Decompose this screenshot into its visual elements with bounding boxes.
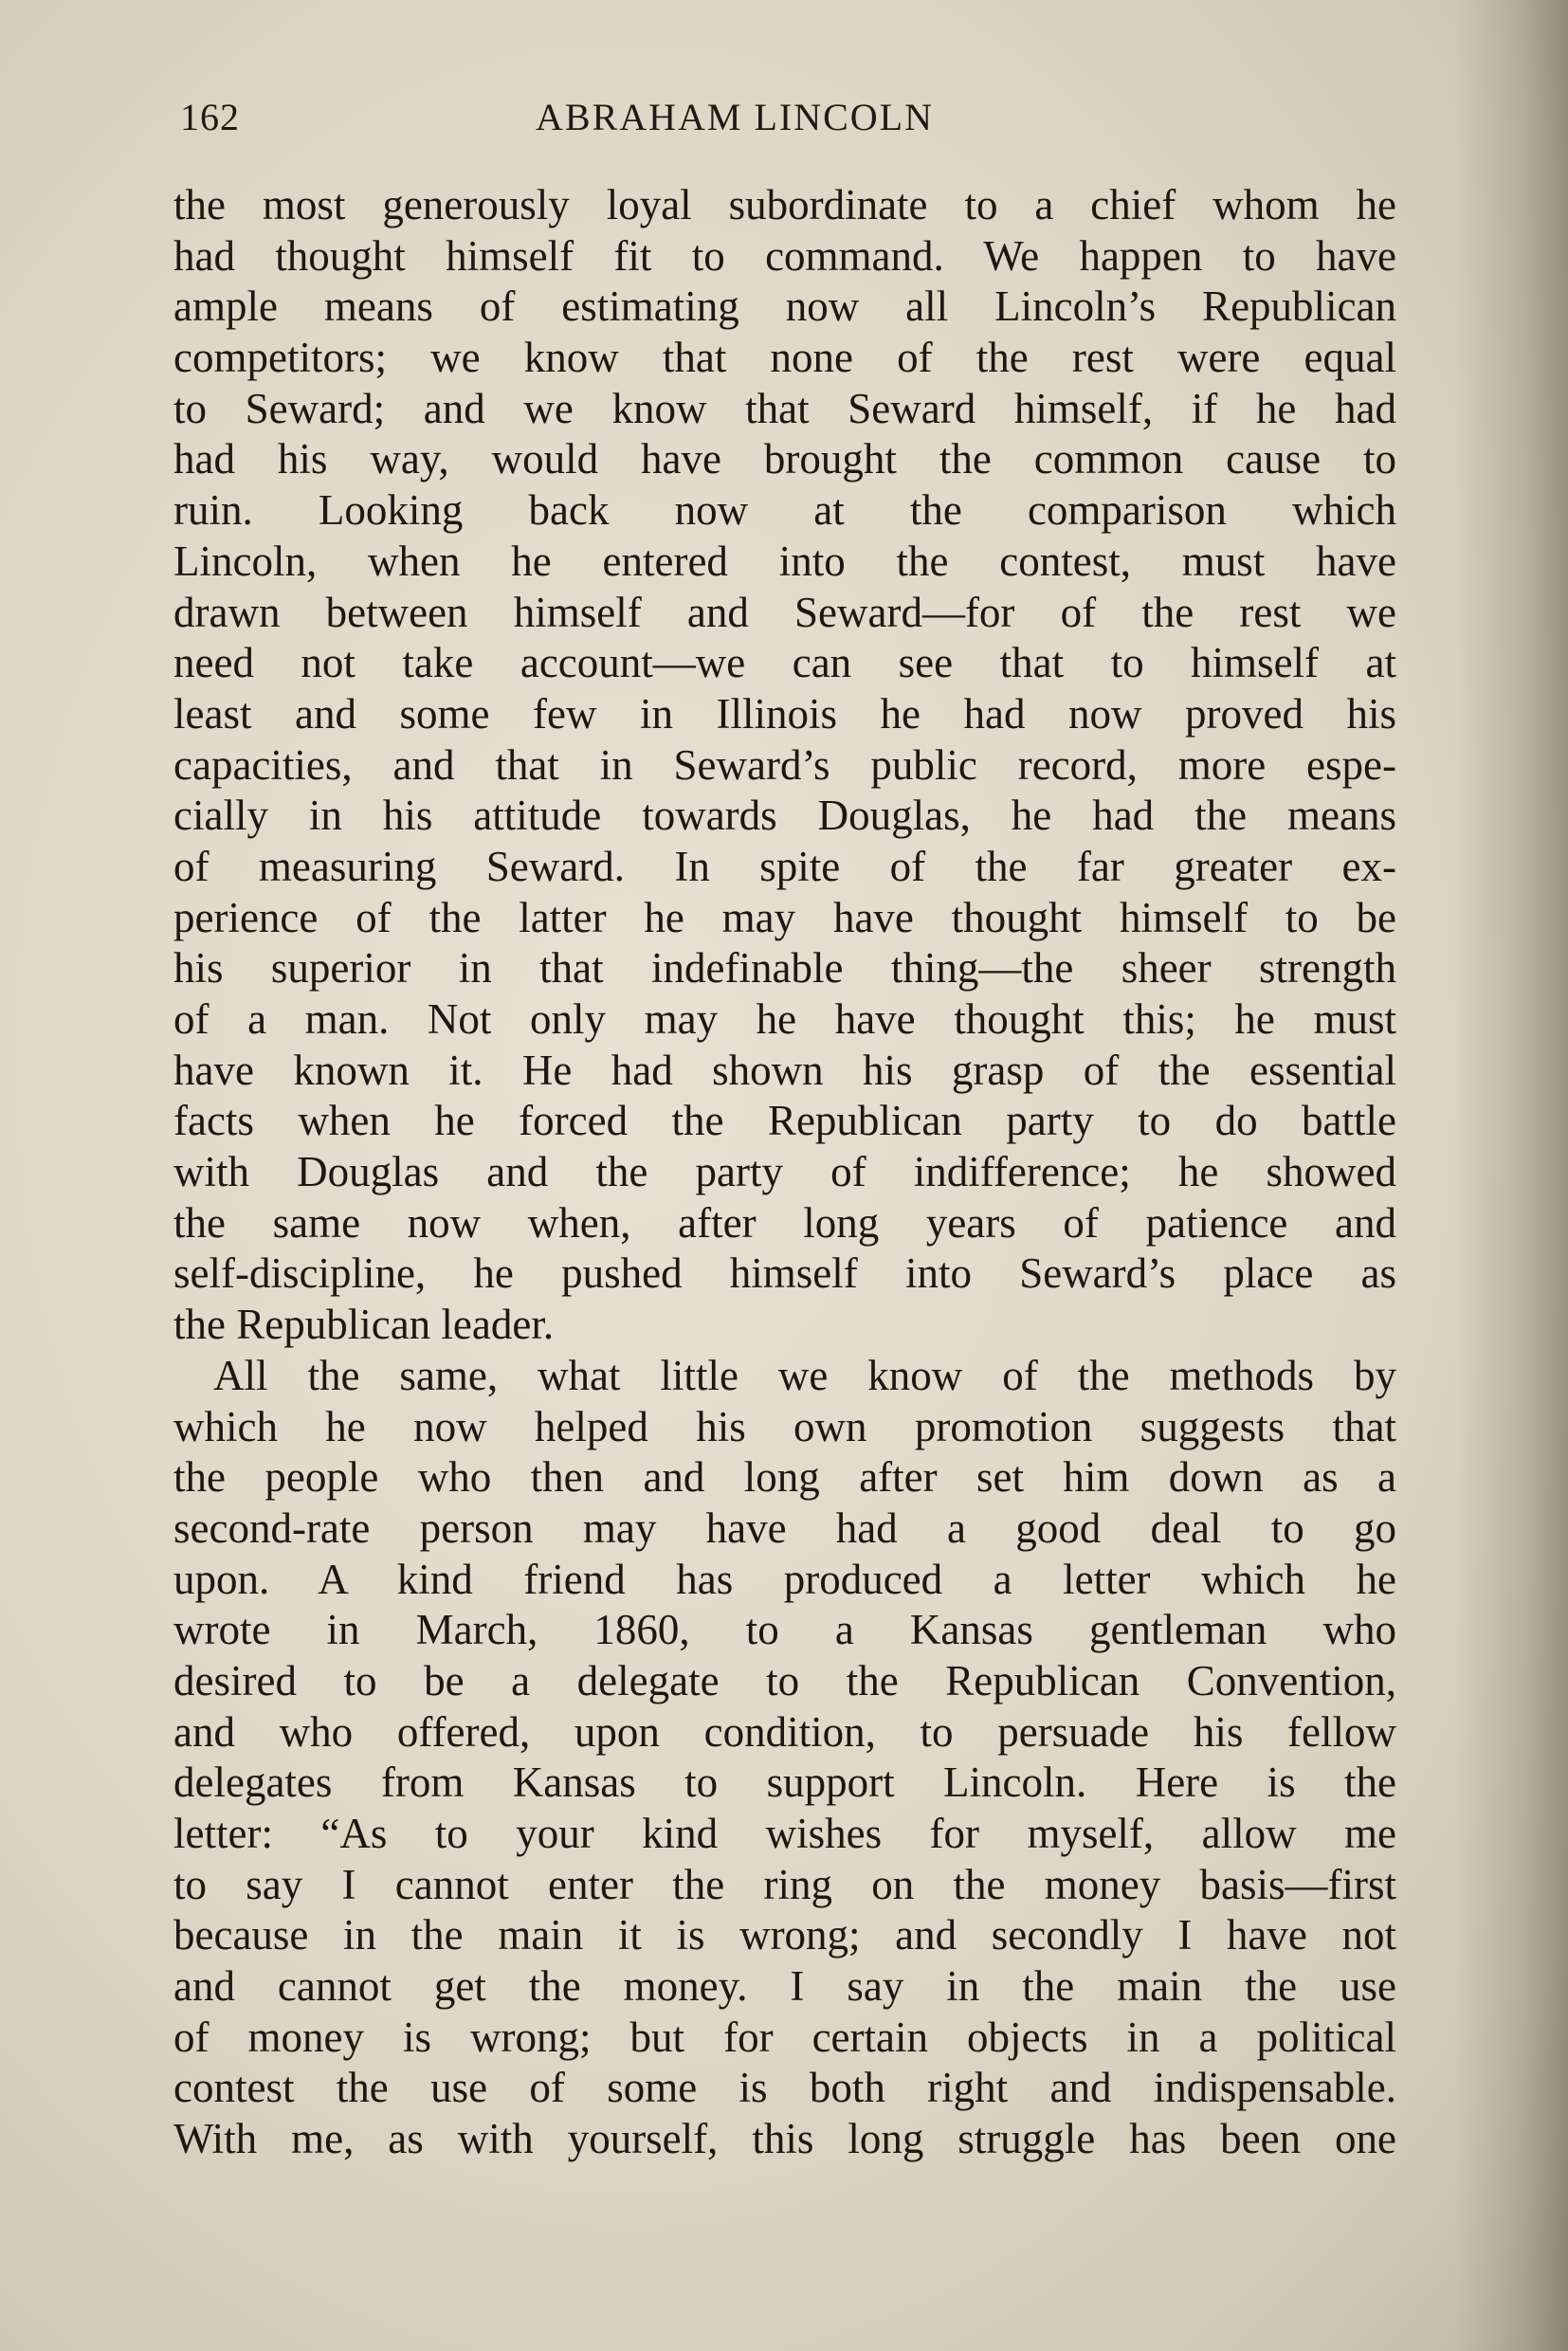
page-header <box>180 95 1413 152</box>
text-line: ample means of estimating now all Lincoln’s Republican <box>173 282 1396 331</box>
text-line: to say I cannot enter the ring on the money basis—first <box>173 1860 1396 1908</box>
text-line: have known it. He had shown his grasp of the essential <box>173 1046 1396 1094</box>
text-line: ruin. Looking back now at the comparison which <box>173 486 1396 535</box>
text-line: had thought himself fit to command. We happen to have <box>173 231 1396 280</box>
text-line: delegates from Kansas to support Lincoln. Here is the <box>173 1759 1396 1807</box>
text-line: second-rate person may have had a good deal to go <box>173 1504 1396 1552</box>
text-line: drawn between himself and Seward—for of the rest we <box>173 588 1396 636</box>
text-line: upon. A kind friend has produced a letter which he <box>173 1555 1396 1603</box>
text-line: All the same, what little we know of the methods by <box>213 1351 1396 1399</box>
text-line: the same now when, after long years of patience and <box>173 1198 1396 1247</box>
text-line: of measuring Seward. In spite of the far greater ex- <box>173 842 1396 890</box>
text-line: need not take account—we can see that to himself at <box>173 639 1396 687</box>
text-line: contest the use of some is both right and indispensable. <box>173 2064 1396 2112</box>
text-line: desired to be a delegate to the Republican Convention, <box>173 1656 1396 1704</box>
text-line: self-discipline, he pushed himself into Seward’s place as <box>173 1249 1396 1298</box>
text-line: the people who then and long after set him down as a <box>173 1453 1396 1502</box>
text-line: to Seward; and we know that Seward himself, if he had <box>173 384 1396 432</box>
text-line: With me, as with yourself, this long struggle has been one <box>173 2115 1396 2163</box>
text-line: Lincoln, when he entered into the contest, must have <box>173 537 1396 585</box>
text-line: competitors; we know that none of the rest were equal <box>173 334 1396 382</box>
paragraph <box>173 1351 1396 2165</box>
text-line: the most generously loyal subordinate to a chief whom he <box>173 181 1396 228</box>
page-gutter-shadow <box>1454 0 1568 2351</box>
text-line: with Douglas and the party of indifference; he showed <box>173 1148 1396 1196</box>
text-line: and cannot get the money. I say in the main the use <box>173 1962 1396 2011</box>
text-line: his superior in that indefinable thing—the sheer strength <box>173 944 1396 993</box>
text-line: cially in his attitude towards Douglas, he had the means <box>173 792 1396 840</box>
text-line: least and some few in Illinois he had now proved his <box>173 689 1396 738</box>
paragraph <box>173 180 1396 1351</box>
text-line: the Republican leader. <box>173 1301 555 1349</box>
text-line: wrote in March, 1860, to a Kansas gentleman who <box>173 1606 1396 1654</box>
text-line: because in the main it is wrong; and secondly I have not <box>173 1911 1396 1959</box>
text-line: perience of the latter he may have thought himself to be <box>173 893 1396 941</box>
text-line: of a man. Not only may he have thought this; he must <box>173 995 1396 1043</box>
text-line: capacities, and that in Seward’s public record, more espe- <box>173 740 1396 789</box>
body-text <box>173 180 1396 2165</box>
text-line: which he now helped his own promotion suggests that <box>173 1402 1396 1450</box>
text-line: had his way, would have brought the common cause to <box>173 435 1396 483</box>
page-number: 162 <box>180 96 240 138</box>
running-head: ABRAHAM LINCOLN <box>536 96 934 138</box>
text-line: facts when he forced the Republican party to do battle <box>173 1097 1396 1145</box>
text-line: and who offered, upon condition, to persuade his fellow <box>173 1707 1396 1756</box>
text-line: letter: “As to your kind wishes for myself, allow me <box>173 1810 1396 1857</box>
text-line: of money is wrong; but for certain objects in a political <box>173 2013 1396 2061</box>
